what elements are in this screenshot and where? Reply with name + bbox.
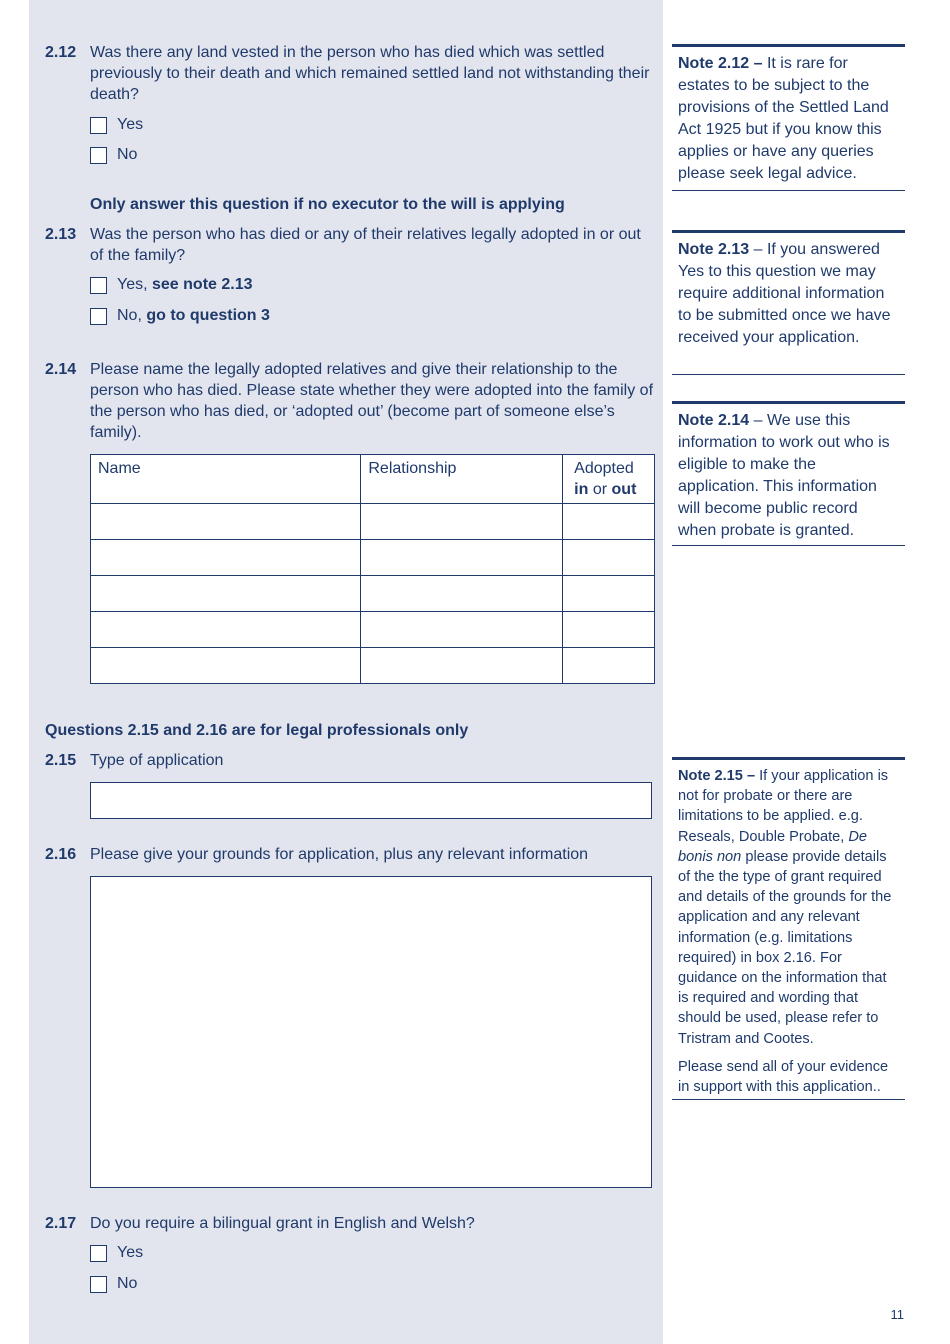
note-2-12 [672, 44, 905, 191]
adopted-relatives-table [90, 454, 655, 684]
note-label: Note 2.15 – [678, 768, 756, 784]
checkbox[interactable] [90, 277, 107, 294]
page-number: 11 [890, 1307, 904, 1322]
grounds-for-application-field[interactable] [90, 876, 652, 1188]
note-text: If your application is not for probate or there are limitations to be applied. e.g. Reseals, Double Probate, [678, 768, 889, 845]
note-text: It is rare for estates to be subject to the provisions of the Settled Land Act 1925 but if you know this applies or have any queries please seek legal advice. [678, 55, 889, 182]
checkbox[interactable] [90, 117, 107, 134]
relationship-cell[interactable] [361, 576, 563, 612]
question-number: 2.14 [45, 361, 77, 378]
col-name: Name [91, 455, 361, 504]
note-italic-text: De bonis non [678, 828, 868, 865]
option-instruction: go to question 3 [146, 307, 270, 324]
question-number: 2.15 [45, 752, 77, 769]
table-row [91, 504, 655, 540]
type-of-application-field[interactable] [90, 782, 652, 819]
name-cell[interactable] [91, 504, 361, 540]
note-2-13 [672, 230, 905, 375]
col-adopted-or: or [592, 481, 608, 498]
checkbox[interactable] [90, 1276, 107, 1293]
checkbox[interactable] [90, 308, 107, 325]
adopted-cell[interactable] [563, 612, 655, 648]
option-label: No [117, 146, 138, 163]
name-cell[interactable] [91, 576, 361, 612]
note-label: Note 2.12 – [678, 55, 763, 72]
option-instruction: see note 2.13 [152, 276, 253, 293]
table-row [91, 648, 655, 684]
question-text: Type of application [90, 752, 224, 769]
section-heading: Only answer this question if no executor to the will is applying [90, 196, 565, 213]
col-adopted-out: out [611, 481, 637, 498]
name-cell[interactable] [91, 648, 361, 684]
question-number: 2.17 [45, 1215, 77, 1232]
adopted-cell[interactable] [563, 504, 655, 540]
checkbox[interactable] [90, 1245, 107, 1262]
name-cell[interactable] [91, 540, 361, 576]
col-adopted-label: Adopted [574, 460, 634, 477]
adopted-cell[interactable] [563, 576, 655, 612]
option-label [117, 305, 270, 326]
name-cell[interactable] [91, 612, 361, 648]
note-label: Note 2.13 [678, 241, 750, 258]
table-row [91, 612, 655, 648]
question-text: Please give your grounds for application, plus any relevant information [90, 846, 589, 863]
adopted-cell[interactable] [563, 540, 655, 576]
section-heading: Questions 2.15 and 2.16 are for legal professionals only [45, 722, 469, 739]
note-2-15 [672, 757, 905, 1100]
option-prefix: No, [117, 307, 142, 324]
note-2-14 [672, 401, 905, 546]
col-relationship: Relationship [361, 455, 563, 504]
col-adopted [563, 455, 655, 504]
note-text: – We use this information to work out who is eligible to make the application. This information will become public record when probate is granted. [678, 412, 890, 539]
option-label: Yes [117, 1244, 144, 1261]
question-text: Was the person who has died or any of their relatives legally adopted in or out of the family? [90, 226, 641, 264]
option-prefix: Yes, [117, 276, 148, 293]
option-label: Yes [117, 116, 144, 133]
question-text: Do you require a bilingual grant in English and Welsh? [90, 1215, 475, 1232]
note-evidence-text: Please send all of your evidence in support with this application.. [678, 1058, 889, 1096]
relationship-cell[interactable] [361, 648, 563, 684]
adopted-cell[interactable] [563, 648, 655, 684]
table-header-row [91, 455, 655, 504]
question-number: 2.13 [45, 226, 77, 243]
question-text: Please name the legally adopted relatives and give their relationship to the person who has died. Please state whether they were adopted into the family of the person who has died, or ‘adopted out’ (become part of someone else’s family). [90, 361, 654, 441]
table-row [91, 540, 655, 576]
checkbox[interactable] [90, 147, 107, 164]
question-number: 2.16 [45, 846, 77, 863]
note-text: please provide details of the the type of grant required and details of the grounds for the application and any relevant information (e.g. limitations required) in box 2.16. For guidance on the information that is required and wording that should be used, please refer to Tristram and Cootes. [678, 848, 892, 1047]
question-number: 2.12 [45, 44, 77, 61]
option-label: No [117, 1275, 138, 1292]
note-label: Note 2.14 [678, 412, 750, 429]
note-text: – If you answered Yes to this question we may require additional information to be submitted once we have received your application. [678, 241, 891, 346]
option-label [117, 274, 253, 295]
table-row [91, 576, 655, 612]
relationship-cell[interactable] [361, 504, 563, 540]
relationship-cell[interactable] [361, 540, 563, 576]
question-text: Was there any land vested in the person who has died which was settled previously to their death and which remained settled land not withstanding their death? [90, 44, 650, 103]
col-adopted-in: in [574, 481, 589, 498]
relationship-cell[interactable] [361, 612, 563, 648]
